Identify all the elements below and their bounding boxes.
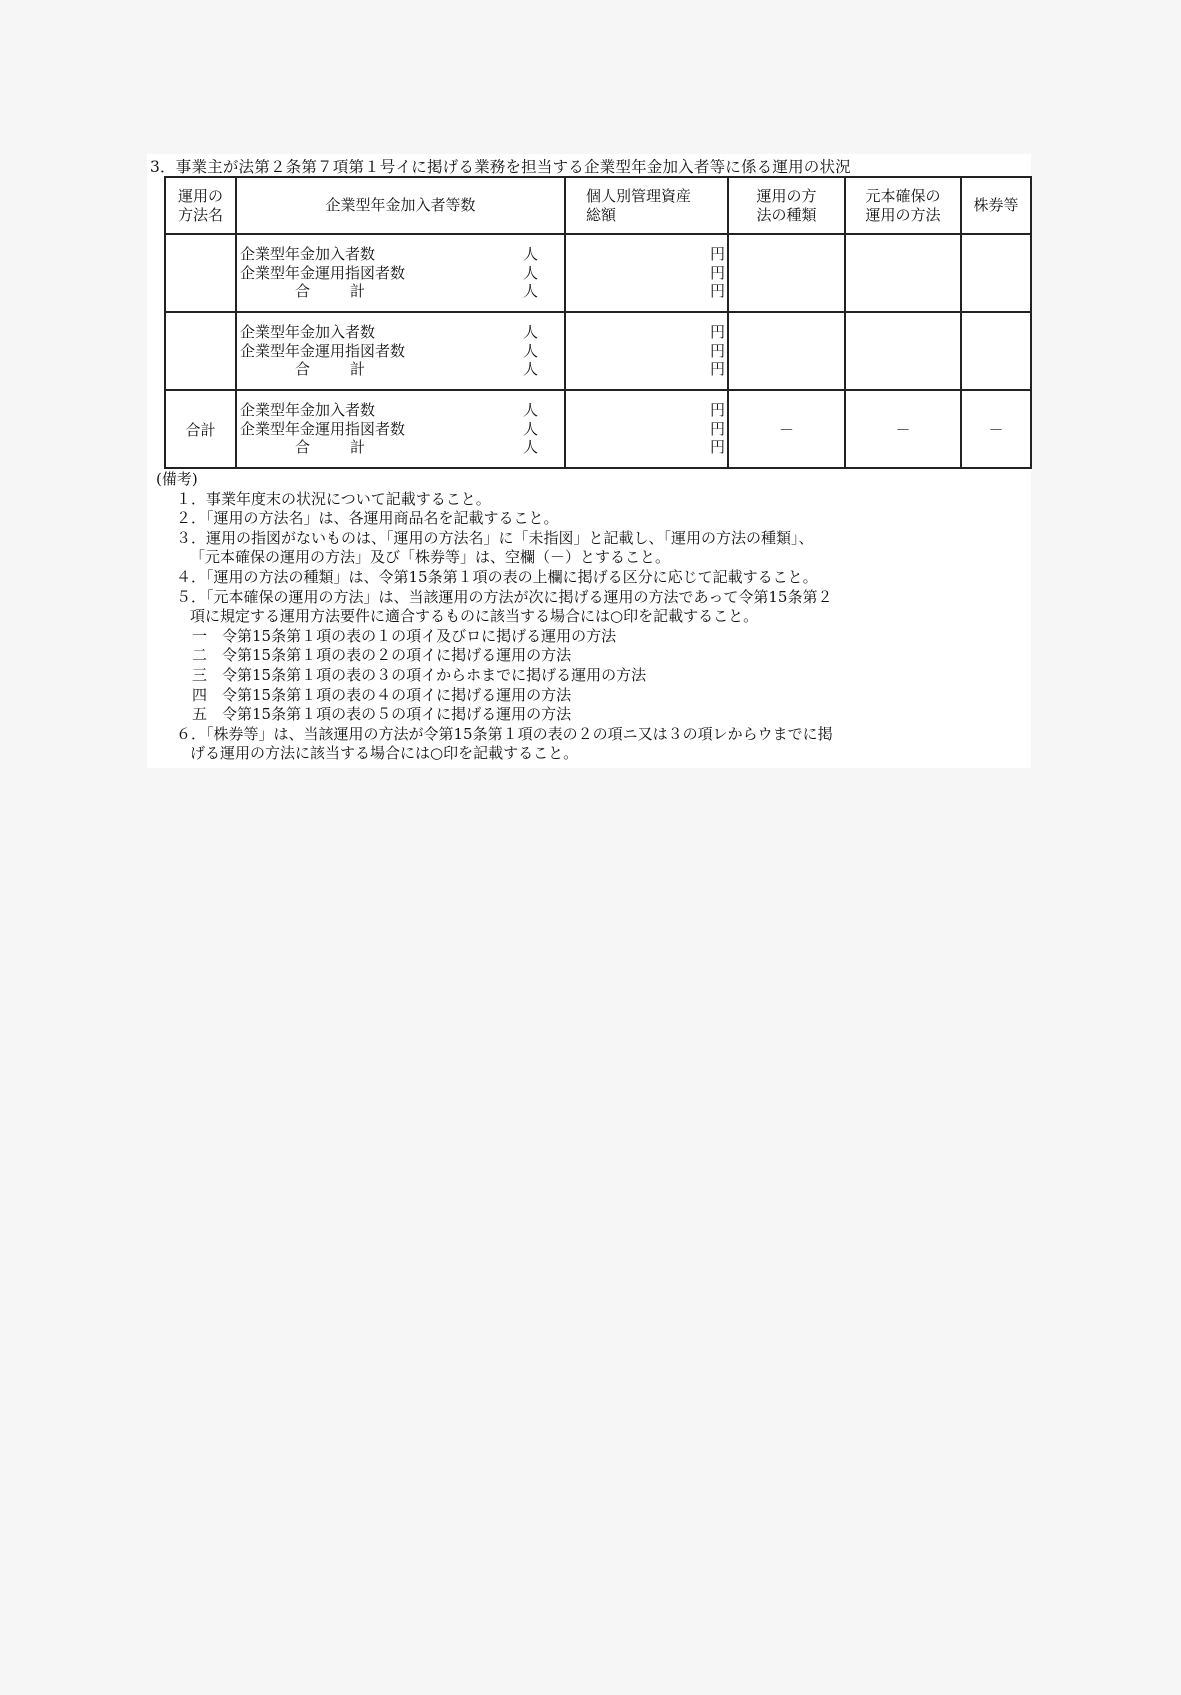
method-kind-cell[interactable]	[728, 234, 845, 312]
investment-status-table	[164, 176, 1032, 469]
unit-person: 人	[522, 438, 538, 457]
unit-person: 人	[522, 282, 538, 301]
header-method-kind	[728, 177, 845, 234]
member-label: 企業型年金運用指図者数	[240, 341, 406, 360]
header-line: 運用の方	[756, 186, 817, 205]
section-title: 3．事業主が法第２条第７項第１号イに掲げる業務を担当する企業型年金加入者等に係る運用の状況	[150, 158, 851, 176]
unit-person: 人	[522, 419, 538, 438]
unit-person: 人	[522, 263, 538, 282]
note-subitem: 一 令第15条第１項の表の１の項イ及びロに掲げる運用の方法	[192, 626, 617, 645]
note-item: ４．「運用の方法の種類」は、令第15条第１項の表の上欄に掲げる区分に応じて記載すること。	[176, 567, 818, 586]
member-line	[237, 323, 564, 342]
unit-person: 人	[522, 245, 538, 264]
member-label: 企業型年金運用指図者数	[240, 419, 406, 438]
header-line: 運用の	[177, 186, 223, 205]
note-item-continued: げる運用の方法に該当する場合には○印を記載すること。	[190, 744, 579, 763]
header-line: 法の種類	[756, 205, 817, 224]
header-line: 総額	[586, 205, 617, 224]
header-principal-guaranteed	[845, 177, 961, 234]
note-item: ６．「株券等」は、当該運用の方法が令第15条第１項の表の２の項ニ又は３の項レからウまでに掲	[176, 724, 833, 743]
table-row	[165, 234, 1031, 312]
stocks-cell[interactable]: －	[961, 390, 1031, 468]
header-line: 方法名	[177, 205, 223, 224]
member-line	[237, 282, 564, 301]
table-row	[165, 312, 1031, 390]
asset-total-cell[interactable]	[565, 234, 728, 312]
remarks	[156, 470, 833, 764]
unit-yen: 円	[709, 323, 725, 342]
stocks-cell[interactable]	[961, 234, 1031, 312]
note-item-continued: 項に規定する運用方法要件に適合するものに該当する場合には○印を記載すること。	[190, 607, 759, 626]
method-name-cell[interactable]	[165, 312, 236, 390]
note-item: ２．「運用の方法名」は、各運用商品名を記載すること。	[176, 509, 559, 528]
header-line: 個人別管理資産	[586, 186, 692, 205]
note-item: １．事業年度末の状況について記載すること。	[176, 489, 491, 508]
note-subitem: 五 令第15条第１項の表の５の項イに掲げる運用の方法	[192, 705, 572, 724]
member-count-cell[interactable]	[236, 390, 565, 468]
header-line: 元本確保の	[865, 186, 941, 205]
member-label: 企業型年金加入者数	[240, 323, 376, 342]
unit-yen: 円	[709, 438, 725, 457]
header-method-name	[165, 177, 236, 234]
remarks-heading: (備考)	[156, 470, 198, 488]
asset-total-cell[interactable]	[565, 390, 728, 468]
note-item: ５．「元本確保の運用の方法」は、当該運用の方法が次に掲げる運用の方法であって令第15条第２	[176, 587, 833, 606]
member-label: 合計	[295, 282, 406, 301]
member-line	[237, 342, 564, 361]
note-item: ３．運用の指図がないものは、「運用の方法名」に「未指図」と記載し、「運用の方法の種類」、	[176, 528, 814, 547]
member-line	[237, 264, 564, 283]
method-name-cell[interactable]: 合計	[165, 390, 236, 468]
unit-yen: 円	[709, 360, 725, 379]
method-kind-cell[interactable]	[728, 312, 845, 390]
unit-yen: 円	[709, 263, 725, 282]
table-row	[165, 390, 1031, 468]
note-subitem: 四 令第15条第１項の表の４の項イに掲げる運用の方法	[192, 685, 572, 704]
unit-yen: 円	[709, 245, 725, 264]
member-line	[237, 360, 564, 379]
member-count-cell[interactable]	[236, 312, 565, 390]
unit-yen: 円	[709, 401, 725, 420]
header-line: 運用の方法	[865, 205, 941, 224]
member-label: 企業型年金運用指図者数	[240, 263, 406, 282]
header-asset-total	[565, 177, 728, 234]
member-line	[237, 401, 564, 420]
member-label: 合計	[295, 438, 406, 457]
member-line	[237, 420, 564, 439]
member-label: 企業型年金加入者数	[240, 245, 376, 264]
principal-guaranteed-cell[interactable]	[845, 312, 961, 390]
note-subitem: 二 令第15条第１項の表の２の項イに掲げる運用の方法	[192, 646, 572, 665]
unit-person: 人	[522, 401, 538, 420]
unit-yen: 円	[709, 341, 725, 360]
header-stocks: 株券等	[961, 177, 1031, 234]
unit-person: 人	[522, 360, 538, 379]
member-line	[237, 438, 564, 457]
method-kind-cell[interactable]: －	[728, 390, 845, 468]
stocks-cell[interactable]	[961, 312, 1031, 390]
table-header-row	[165, 177, 1031, 234]
asset-total-cell[interactable]	[565, 312, 728, 390]
member-count-cell[interactable]	[236, 234, 565, 312]
note-item-continued: 「元本確保の運用の方法」及び「株券等」は、空欄（－）とすること。	[190, 548, 671, 567]
note-subitem: 三 令第15条第１項の表の３の項イからホまでに掲げる運用の方法	[192, 665, 647, 684]
unit-person: 人	[522, 341, 538, 360]
unit-yen: 円	[709, 282, 725, 301]
principal-guaranteed-cell[interactable]: －	[845, 390, 961, 468]
header-member-count: 企業型年金加入者等数	[236, 177, 565, 234]
member-label: 企業型年金加入者数	[240, 401, 376, 420]
member-label: 合計	[295, 360, 406, 379]
principal-guaranteed-cell[interactable]	[845, 234, 961, 312]
method-name-cell[interactable]	[165, 234, 236, 312]
unit-yen: 円	[709, 419, 725, 438]
member-line	[237, 245, 564, 264]
unit-person: 人	[522, 323, 538, 342]
